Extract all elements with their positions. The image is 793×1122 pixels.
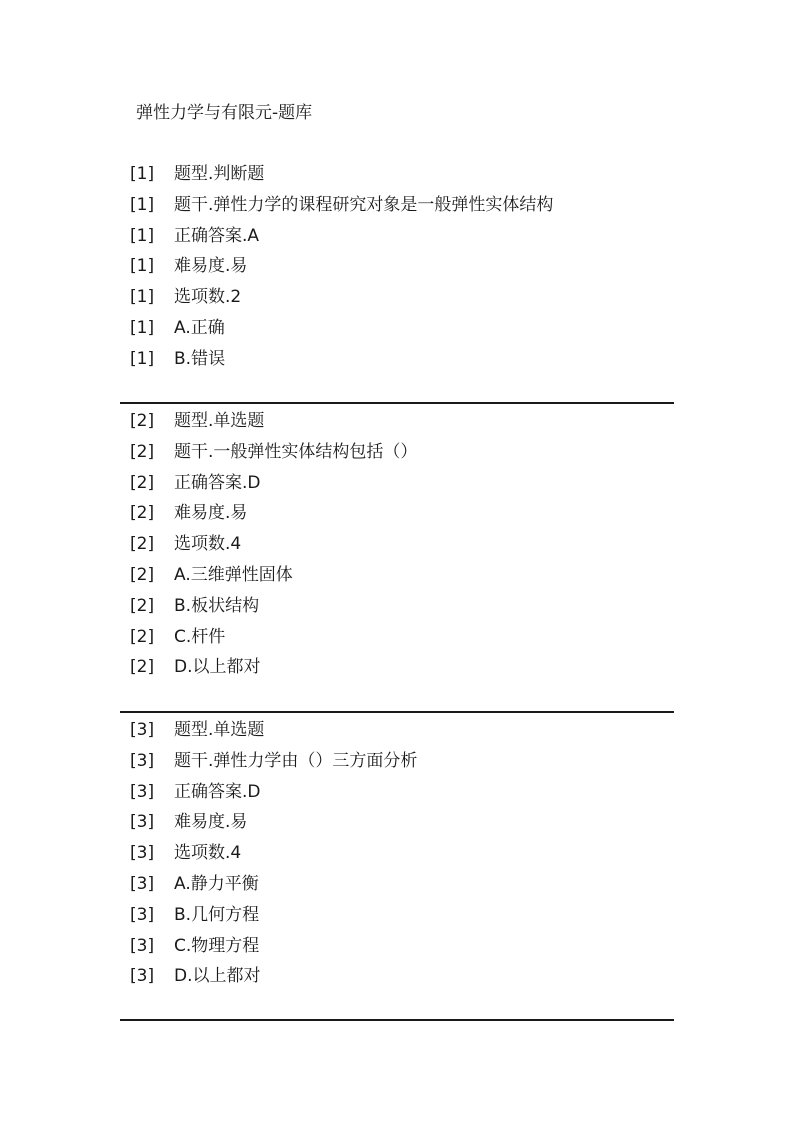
question-number: [2] (130, 411, 155, 431)
question-line (120, 224, 674, 255)
question-number: [3] (130, 904, 155, 925)
question-line (120, 532, 674, 563)
question-number: [2] (130, 626, 155, 647)
question-line (120, 655, 674, 686)
question-line (120, 841, 674, 872)
doc-title: 弹性力学与有限元-题库 (136, 103, 313, 123)
option-b: B.几何方程 (174, 904, 260, 925)
correct-answer: 正确答案.D (174, 472, 261, 493)
question-type: 题型.单选题 (174, 411, 265, 431)
question-type: 题型.判断题 (174, 164, 265, 184)
option-c: C.物理方程 (174, 935, 260, 956)
question-number: [1] (130, 225, 155, 246)
question-line (120, 162, 674, 193)
option-b: B.板状结构 (174, 595, 260, 616)
question-line (120, 193, 674, 224)
option-a: A.静力平衡 (174, 873, 259, 894)
question-number: [3] (130, 812, 155, 833)
question-line (120, 254, 674, 285)
difficulty: 难易度.易 (174, 256, 248, 277)
correct-answer: 正确答案.A (174, 225, 260, 246)
option-count: 选项数.4 (174, 843, 242, 864)
option-d: D.以上都对 (174, 966, 261, 987)
question-line (120, 625, 674, 656)
question-number: [3] (130, 873, 155, 894)
question-line (120, 347, 674, 378)
question-stem: 题干.一般弹性实体结构包括（） (174, 441, 418, 462)
question-stem: 题干.弹性力学的课程研究对象是一般弹性实体结构 (174, 194, 554, 215)
question-line (120, 718, 674, 749)
question-divider (120, 402, 674, 404)
question-line (120, 316, 674, 347)
option-count: 选项数.2 (174, 287, 242, 308)
question-line (120, 749, 674, 780)
question-number: [1] (130, 287, 155, 308)
option-count: 选项数.4 (174, 534, 242, 555)
question-divider (120, 711, 674, 713)
question-line (120, 471, 674, 502)
option-d: D.以上都对 (174, 657, 261, 678)
question-number: [2] (130, 472, 155, 493)
question-line (120, 409, 674, 440)
difficulty: 难易度.易 (174, 503, 248, 524)
question-number: [1] (130, 256, 155, 277)
option-c: C.杆件 (174, 626, 226, 647)
question-number: [2] (130, 441, 155, 462)
option-b: B.错误 (174, 348, 226, 369)
question-line (120, 872, 674, 903)
question-number: [2] (130, 564, 155, 585)
difficulty: 难易度.易 (174, 812, 248, 833)
question-number: [2] (130, 657, 155, 678)
question-number: [1] (130, 164, 155, 184)
question-type: 题型.单选题 (174, 720, 265, 740)
question-line (120, 563, 674, 594)
question-number: [2] (130, 534, 155, 555)
question-line (120, 934, 674, 965)
question-line (120, 903, 674, 934)
question-number: [2] (130, 595, 155, 616)
question-number: [1] (130, 194, 155, 215)
question-line (120, 501, 674, 532)
question-divider (120, 1019, 674, 1021)
question-number: [3] (130, 966, 155, 987)
question-number: [2] (130, 503, 155, 524)
question-number: [3] (130, 750, 155, 771)
question-number: [1] (130, 348, 155, 369)
question-number: [1] (130, 317, 155, 338)
question-stem: 题干.弹性力学由（）三方面分析 (174, 750, 418, 771)
question-2 (120, 409, 674, 686)
question-number: [3] (130, 935, 155, 956)
correct-answer: 正确答案.D (174, 781, 261, 802)
question-number: [3] (130, 781, 155, 802)
option-a: A.三维弹性固体 (174, 564, 293, 585)
question-3 (120, 718, 674, 995)
question-line (120, 810, 674, 841)
question-number: [3] (130, 843, 155, 864)
option-a: A.正确 (174, 317, 225, 338)
question-line (120, 780, 674, 811)
question-line (120, 285, 674, 316)
question-line (120, 440, 674, 471)
question-number: [3] (130, 720, 155, 740)
question-1 (120, 162, 674, 378)
question-line (120, 964, 674, 995)
question-line (120, 594, 674, 625)
